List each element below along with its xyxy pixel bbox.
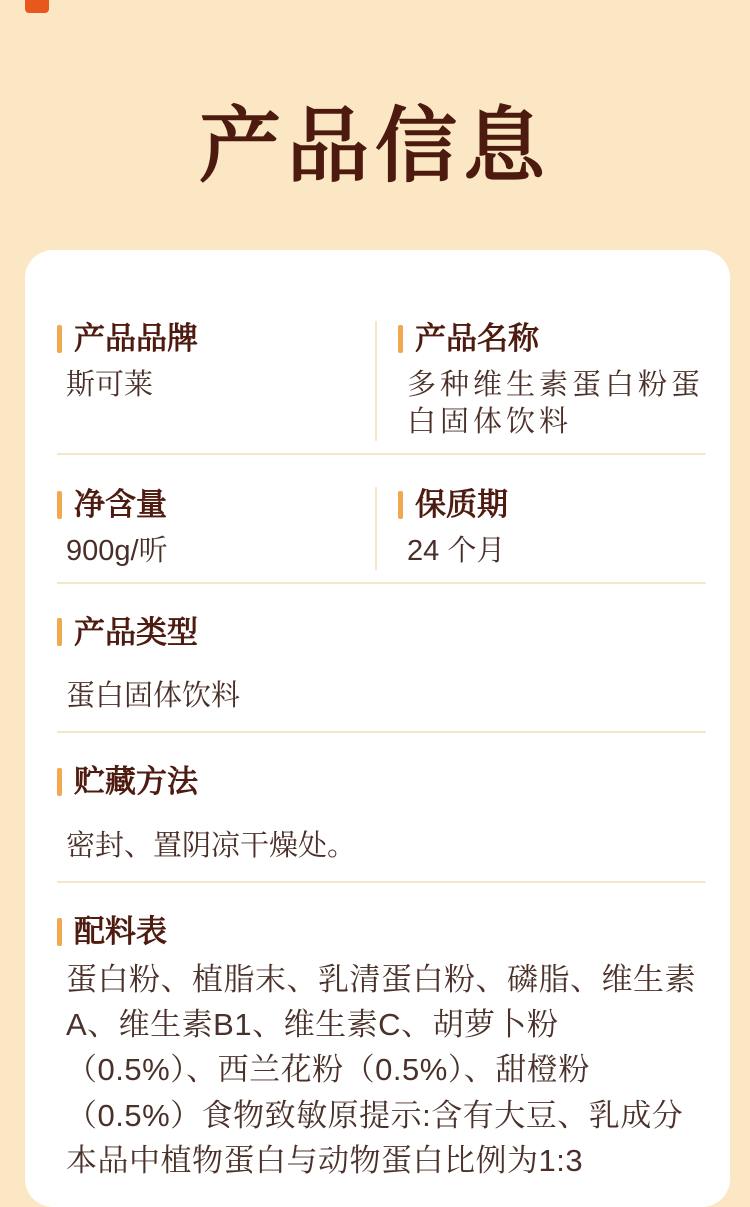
field-ingredients-label: 配料表 [74, 914, 167, 950]
field-net-content [57, 487, 375, 570]
field-shelf-life-label-row [398, 487, 706, 523]
field-storage-method [57, 733, 706, 883]
row-brand-and-name [57, 321, 706, 455]
page-title: 产品信息 [198, 101, 551, 192]
field-product-type-label-row [57, 615, 706, 651]
field-net-content-label-row [57, 487, 375, 523]
field-brand-value: 斯可莱 [66, 368, 154, 401]
field-product-type-value: 蛋白固体饮料 [66, 680, 241, 713]
accent-bar-icon [57, 768, 62, 796]
accent-bar-icon [57, 618, 62, 646]
field-ingredients [57, 883, 706, 1183]
accent-bar-icon [57, 491, 62, 519]
field-net-content-label: 净含量 [74, 486, 167, 522]
field-brand-label: 产品品牌 [74, 321, 198, 356]
field-product-name [375, 321, 706, 441]
field-product-name-label-row [398, 321, 706, 357]
field-storage-method-label: 贮藏方法 [74, 764, 198, 800]
accent-bar-icon [398, 325, 403, 353]
field-product-type-label: 产品类型 [74, 614, 198, 650]
field-storage-method-value: 密封、置阴凉干燥处。 [66, 830, 357, 862]
field-storage-method-label-row [57, 764, 706, 800]
corner-ribbon-decoration [25, 0, 49, 13]
field-shelf-life [375, 487, 706, 570]
field-shelf-life-value: 24 个月 [407, 534, 506, 567]
row-netcontent-and-shelflife [57, 455, 706, 584]
field-ingredients-label-row [57, 914, 706, 950]
field-product-type [57, 584, 706, 734]
accent-bar-icon [398, 491, 403, 519]
field-shelf-life-label: 保质期 [415, 486, 508, 522]
field-net-content-value: 900g/听 [66, 534, 168, 567]
field-product-name-label: 产品名称 [415, 321, 539, 356]
field-brand-label-row [57, 321, 375, 357]
accent-bar-icon [57, 325, 62, 353]
field-product-name-value: 多种维生素蛋白粉蛋白固体饮料 [407, 368, 705, 438]
field-ingredients-value: 蛋白粉、植脂末、乳清蛋白粉、磷脂、维生素A、维生素B1、维生素C、胡萝卜粉（0.5%）、西兰花粉（0.5%）、甜橙粉（0.5%）食物致敏原提示:含有大豆、乳成分本品中植物蛋白与动物蛋白比例为1:3 [66, 961, 696, 1178]
accent-bar-icon [57, 918, 62, 946]
product-info-card [25, 250, 730, 1207]
field-brand [57, 321, 375, 441]
